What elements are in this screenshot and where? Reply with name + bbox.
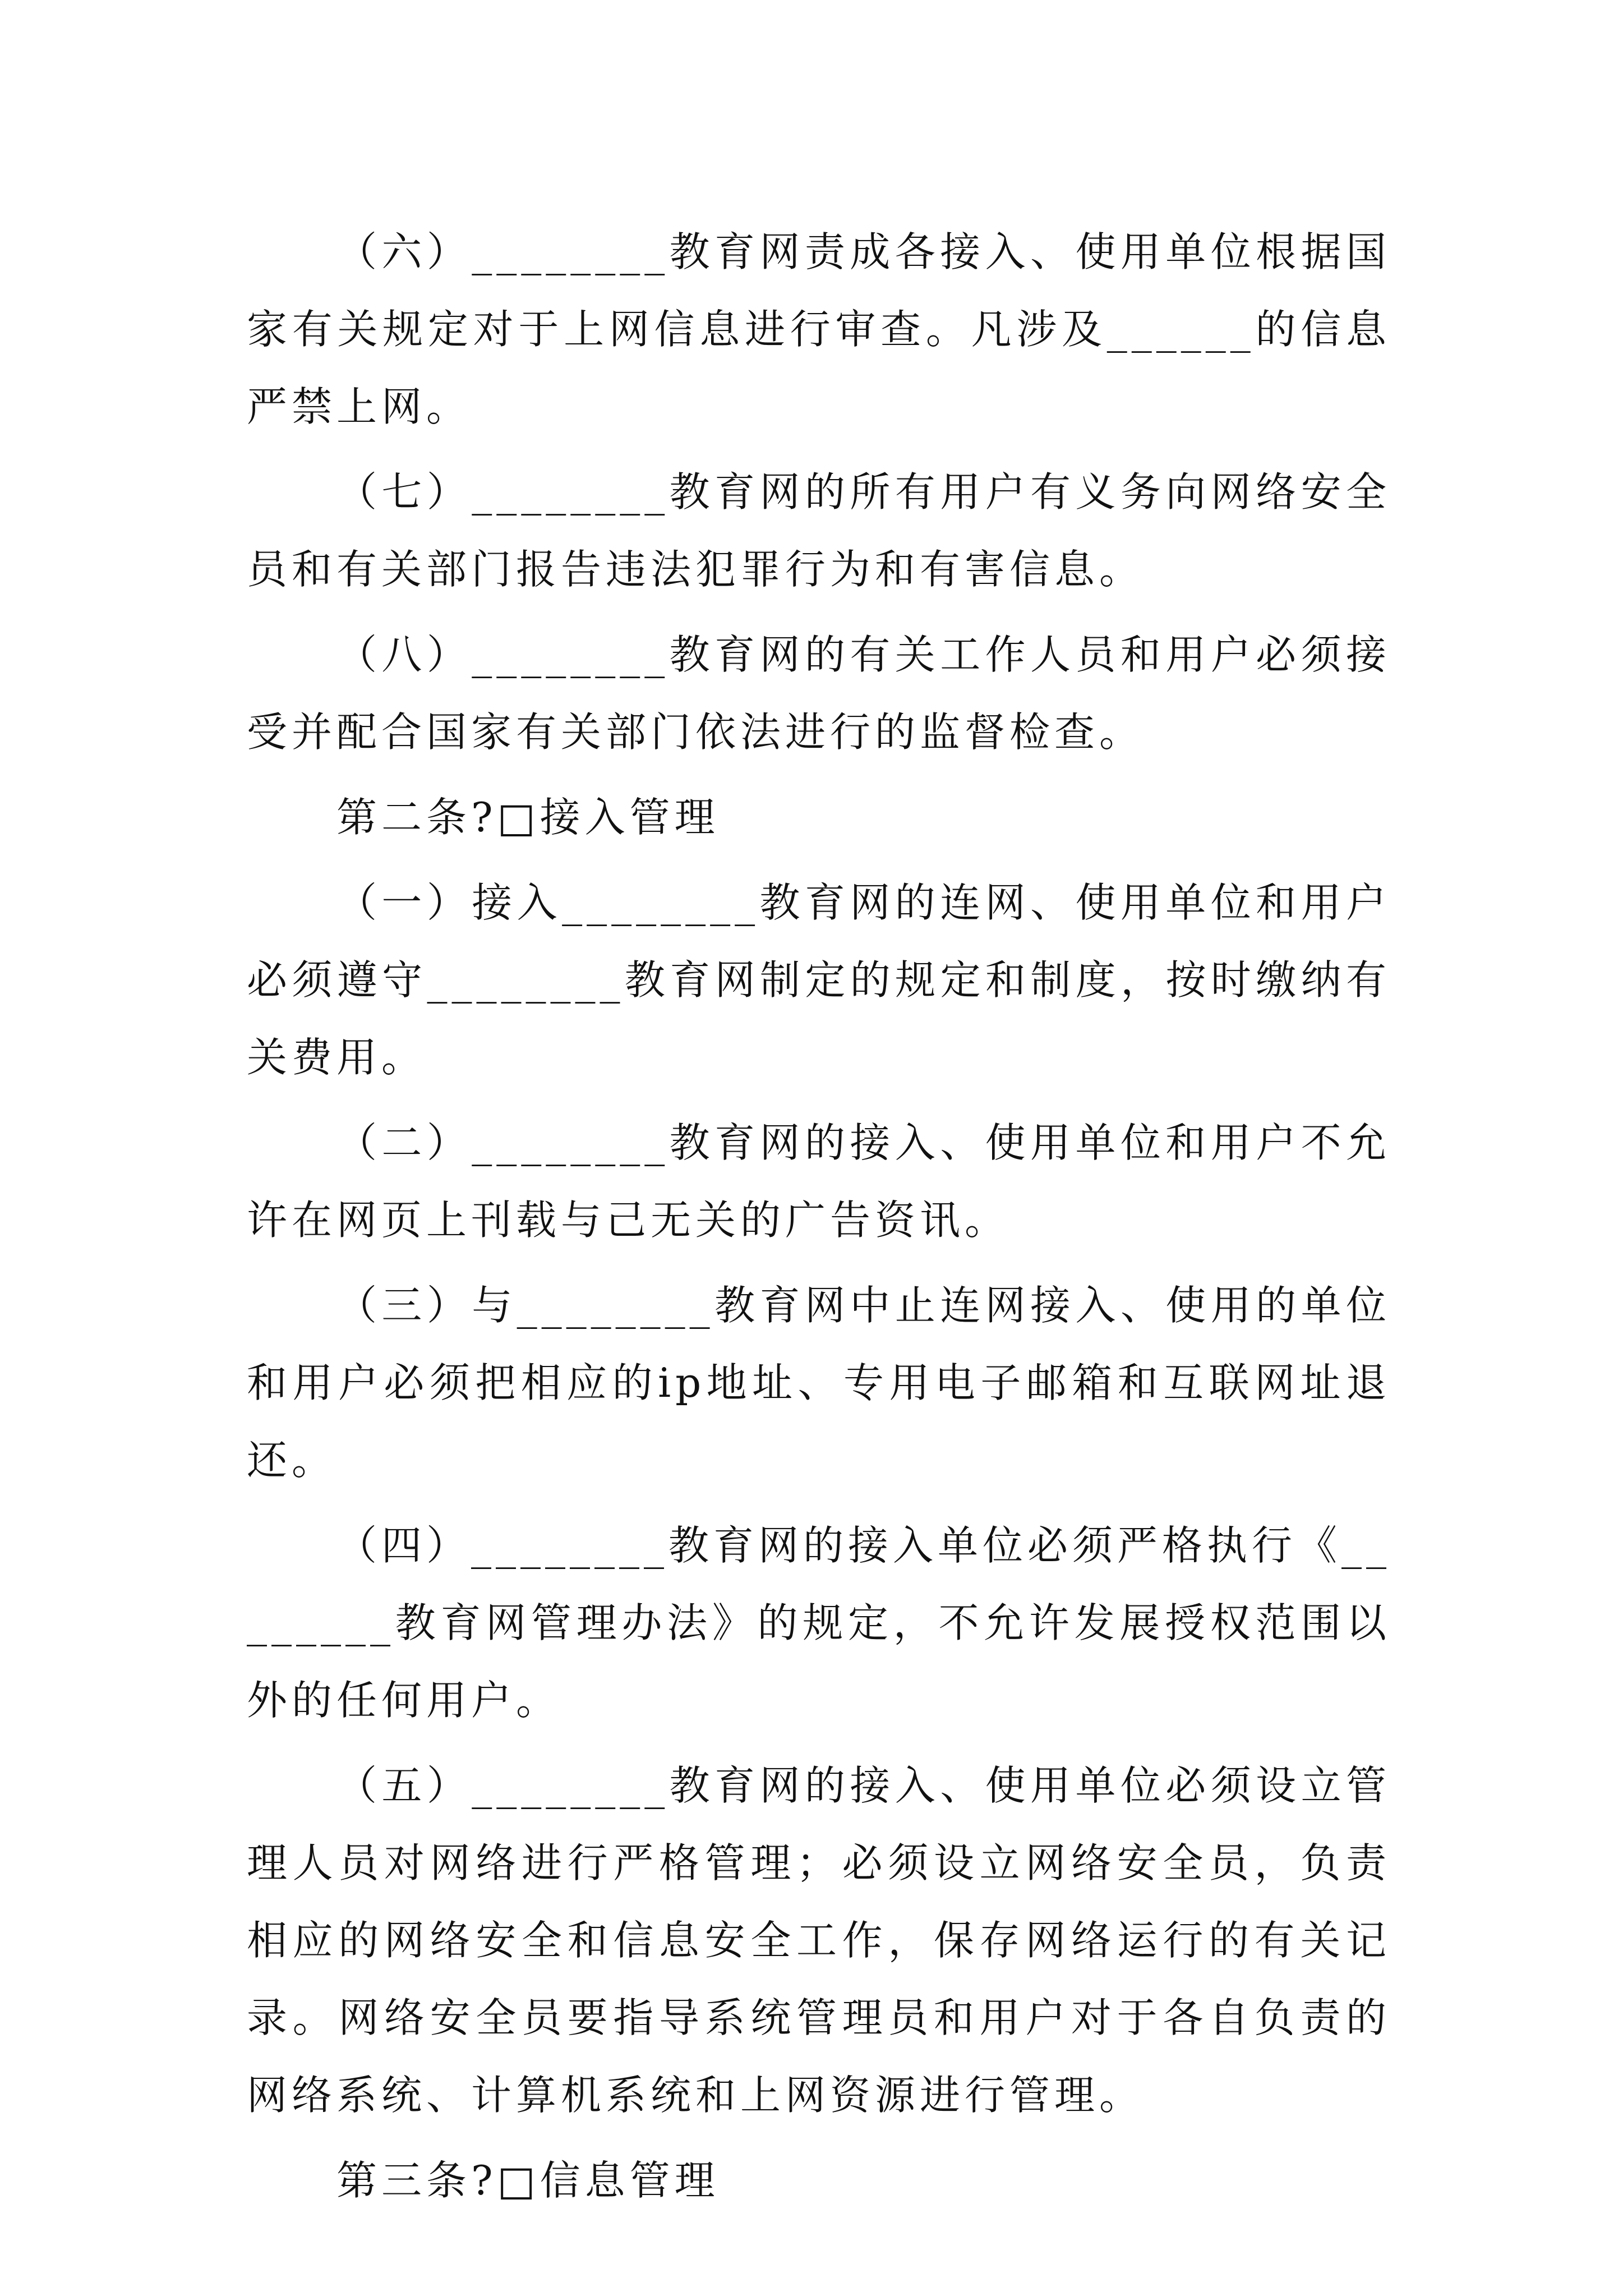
document-body (247, 213, 1391, 2227)
article-heading-access: 第二条?□接入管理 (336, 794, 720, 841)
paragraph-item-5: （五）________教育网的接入、使用单位必须设立管理人员对网络进行严格管理；必须设立网络安全员，负责相应的网络安全和信息安全工作，保存网络运行的有关记录。网络安全员要指导系统管理员和用户对于各自负责的网络系统、计算机系统和上网资源进行管理。 (247, 1762, 1391, 2119)
paragraph-item-4: （四）________教育网的接入单位必须严格执行《________教育网管理办法》的规定，不允许发展授权范围以外的任何用户。 (247, 1522, 1391, 1724)
paragraph-item-8: （八）________教育网的有关工作人员和用户必须接受并配合国家有关部门依法进行的监督检查。 (247, 631, 1391, 756)
paragraph-item-2: （二）________教育网的接入、使用单位和用户不允许在网页上刊载与己无关的广告资讯。 (247, 1119, 1391, 1244)
paragraph-item-6: （六）________教育网责成各接入、使用单位根据国家有关规定对于上网信息进行审查。凡涉及______的信息严禁上网。 (247, 228, 1391, 430)
paragraph-item-7: （七）________教育网的所有用户有义务向网络安全员和有关部门报告违法犯罪行为和有害信息。 (247, 468, 1391, 593)
article-heading-information: 第三条?□信息管理 (336, 2157, 720, 2204)
paragraph-item-1: （一）接入________教育网的连网、使用单位和用户必须遵守________教育网制定的规定和制度，按时缴纳有关费用。 (247, 879, 1391, 1081)
paragraph-item-3: （三）与________教育网中止连网接入、使用的单位和用户必须把相应的ip地址、专用电子邮箱和互联网址退还。 (247, 1282, 1391, 1484)
